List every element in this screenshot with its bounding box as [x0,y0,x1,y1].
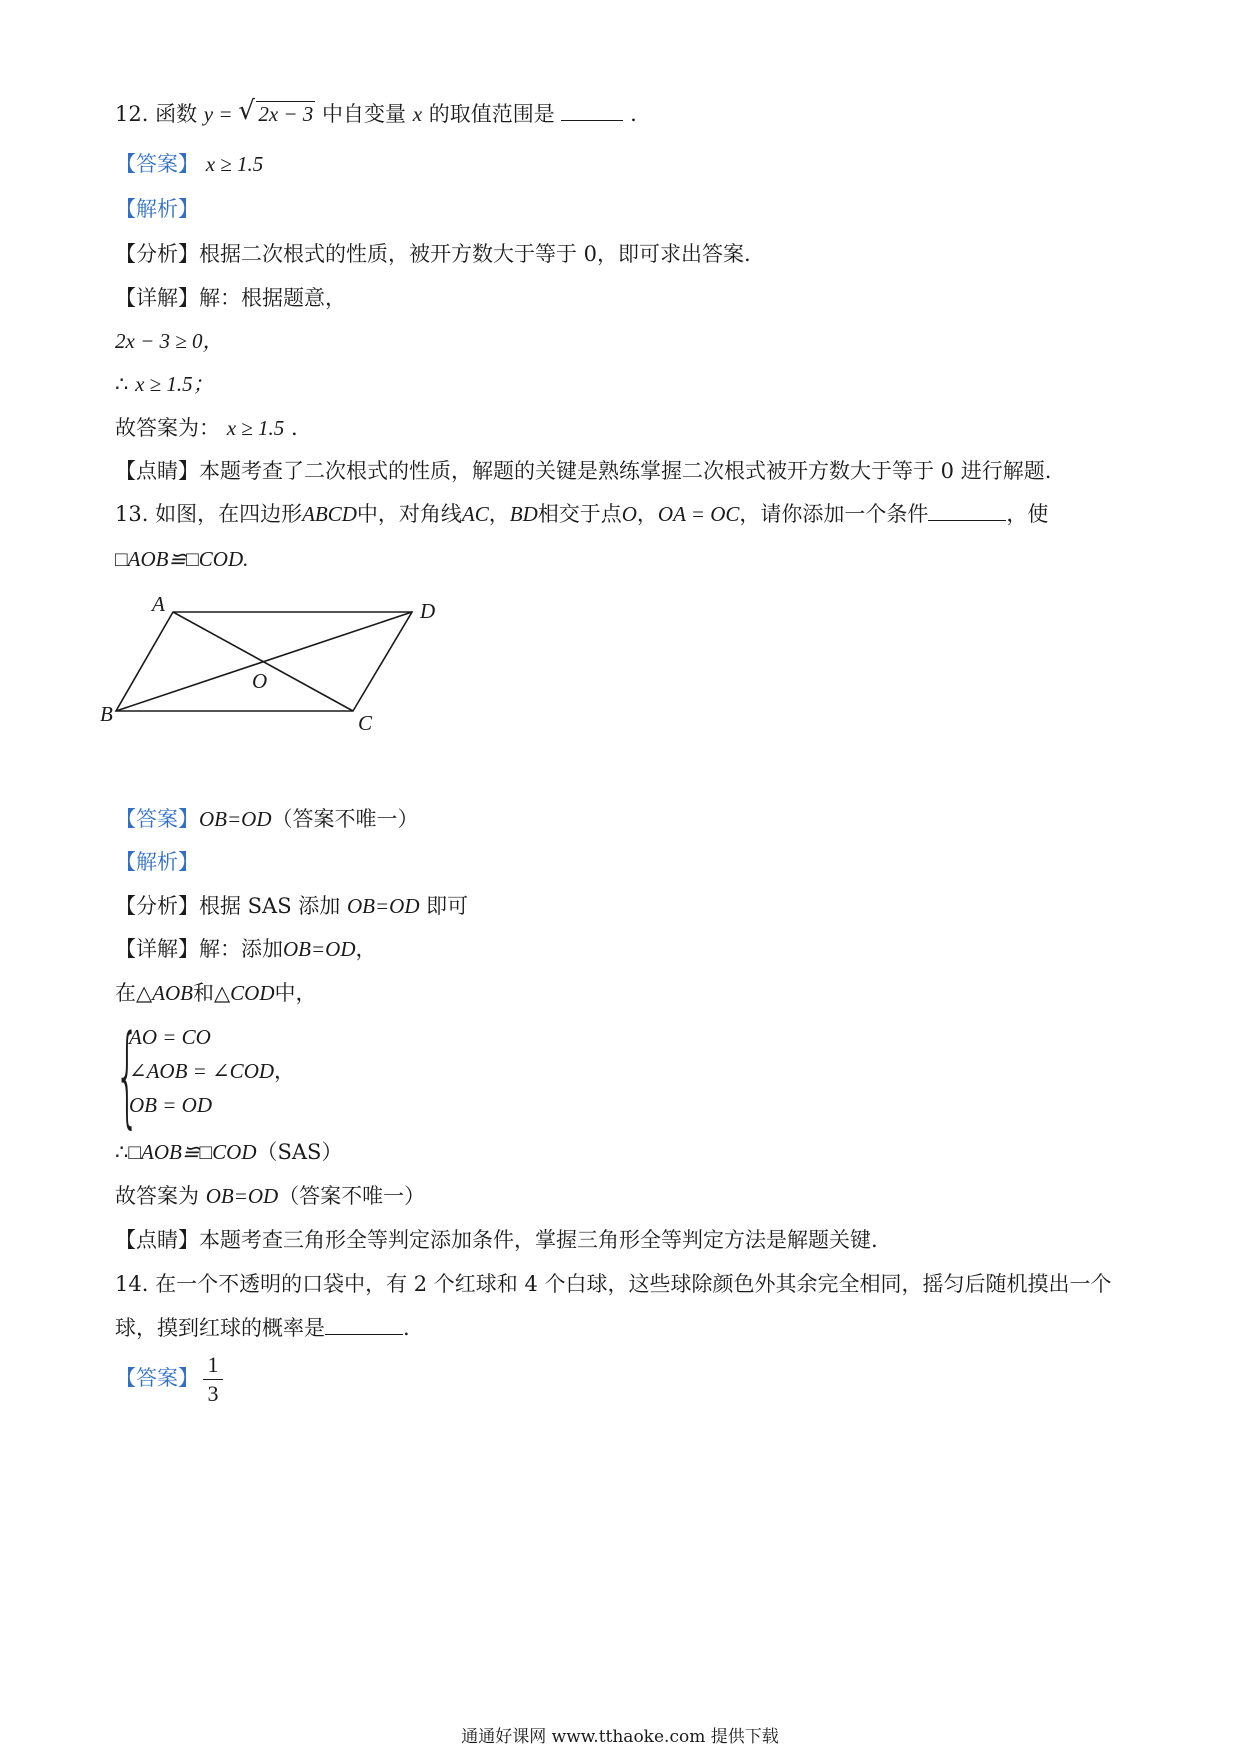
q13-stem-e: ，使 [1006,502,1049,526]
q12-end: . [630,102,637,126]
fraction-numerator: 1 [207,1352,219,1377]
q13-sys-row1: AO = CO [129,1025,211,1049]
q14-stem2: 球，摸到红球的概率是 [115,1316,325,1340]
q13-stem-a: 13. 如图，在四边形 [115,502,303,526]
q13-stem-c: 相交于点 [537,502,622,526]
q12-fenxi: 【分析】根据二次根式的性质，被开方数大于等于 0，即可求出答案. [115,242,751,266]
q12-xiangjie: 【详解】解：根据题意， [115,286,346,310]
diagonal-bd [116,612,412,711]
q12-var-y: y [203,102,214,126]
q14-stem-line1: 14. 在一个不透明的口袋中，有 2 个红球和 4 个白球，这些球除颜色外其余完全相同，摇匀后随机摸出一个 [115,1272,1112,1296]
q13-fenxi-c: 即可 [426,894,469,918]
q13-sys-row2-expr: ∠AOB = ∠COD [129,1059,275,1083]
label-c: C [358,711,373,735]
q13-sys-row2 [129,1057,295,1085]
q13-stem-d: ，请你添加一个条件 [739,502,929,526]
q13-tri-aob: AOB [152,981,193,1005]
q12-stem-mid: 中自变量 [322,102,406,126]
q13-tri-a: 在△ [115,981,153,1005]
q13-fenxi [115,892,468,920]
therefore-symbol: ∴ [115,372,129,396]
q13-xiangjie-a: 【详解】解：添加 [115,937,283,961]
q12-var-x: x [412,102,423,126]
q12-step1: 2x − 3 ≥ 0， [115,329,224,353]
q13-tri-cod: COD [230,981,275,1005]
q14-answer [115,1364,199,1392]
q13-stem-b: 中，对角线 [356,502,462,526]
q13-line2-expr: □AOB≌□COD [115,547,244,571]
answer-tag: 【答案】 [115,1366,199,1390]
q13-o: O [621,502,637,526]
q13-final-c: （答案不唯一） [278,1184,426,1208]
q13-fenxi-a: 【分析】根据 SAS 添加 [115,894,341,918]
q12-answer [115,150,263,178]
q13-xiangjie-b: OB=OD [283,937,356,961]
q13-xiangjie [115,935,377,963]
q13-sys-row3: OB = OD [129,1093,212,1117]
q13-sys-row2-end: ， [274,1059,296,1083]
q13-ac: AC [461,502,489,526]
q13-oa-oc: OA = OC [657,502,740,526]
q12-stem [115,96,637,128]
q12-sqrt [238,96,315,128]
label-d: D [420,599,436,623]
q13-blank [928,500,1006,521]
q13-bd: BD [509,502,538,526]
q13-tri-b: 和△ [192,981,231,1005]
q12-conclusion-end: . [290,416,298,440]
q13-conclusion-note: （SAS） [256,1140,343,1164]
q13-dianjing: 【点睛】本题考查三角形全等判定添加条件，掌握三角形全等判定方法是解题关键. [115,1228,878,1252]
answer-tag: 【答案】 [115,152,199,176]
q12-conclusion-value: x ≥ 1.5 [226,416,285,440]
analysis-tag: 【解析】 [115,850,199,874]
q13-final-a: 故答案为 [115,1184,199,1208]
label-a: A [152,592,165,616]
q13-xiangjie-c: ， [355,937,377,961]
q12-dianjing: 【点睛】本题考查了二次根式的性质，解题的关键是熟练掌握二次根式被开方数大于等于 0 进行解题. [115,459,1052,483]
q12-blank [561,100,623,121]
q13-abcd: ABCD [302,502,357,526]
q13-parallelogram-figure [100,590,480,750]
q13-line2 [115,545,248,573]
fraction-bar [203,1379,223,1380]
radical-sign-icon: √ [238,96,255,126]
q13-answer-note: （答案不唯一） [271,807,419,831]
fraction-denominator: 3 [207,1381,219,1406]
q13-stem [115,500,1048,528]
answer-tag: 【答案】 [115,807,199,831]
q14-blank [325,1314,403,1335]
q13-conclusion-expr: □AOB≌□COD [128,1140,257,1164]
therefore-symbol: ∴ [115,1140,129,1164]
q13-tri-c: 中， [274,981,317,1005]
q12-radicand: 2x − 3 [258,102,314,126]
q13-line2-end: . [243,547,249,571]
q12-eq: = [219,102,232,126]
label-b: B [100,702,113,726]
q14-answer-fraction [203,1352,223,1407]
label-o: O [252,669,268,693]
q12-step2-expr: x ≥ 1.5； [135,372,214,396]
left-brace-icon: { [115,1011,140,1139]
q13-triangles [115,979,316,1007]
q12-step2 [115,370,214,398]
q13-equation-system [115,1011,355,1139]
q13-comma: ， [488,502,510,526]
q14-stem-line2 [115,1314,410,1342]
q13-final-b: OB=OD [205,1184,279,1208]
q12-answer-value: x ≥ 1.5 [205,152,264,176]
q12-conclusion [115,414,298,442]
q13-final [115,1182,425,1210]
q13-conclusion [115,1138,342,1166]
analysis-tag: 【解析】 [115,197,199,221]
q13-fenxi-b: OB=OD [346,894,420,918]
q14-end: . [403,1316,410,1340]
q12-conclusion-prefix: 故答案为： [115,416,220,440]
q13-answer [115,805,419,833]
q12-stem-prefix: 12. 函数 [115,102,198,126]
page-footer: 通通好课网 www.tthaoke.com 提供下载 [461,1727,779,1747]
q13-comma2: ， [636,502,658,526]
q12-stem-suffix: 的取值范围是 [428,102,555,126]
q13-answer-value: OB=OD [199,807,272,831]
